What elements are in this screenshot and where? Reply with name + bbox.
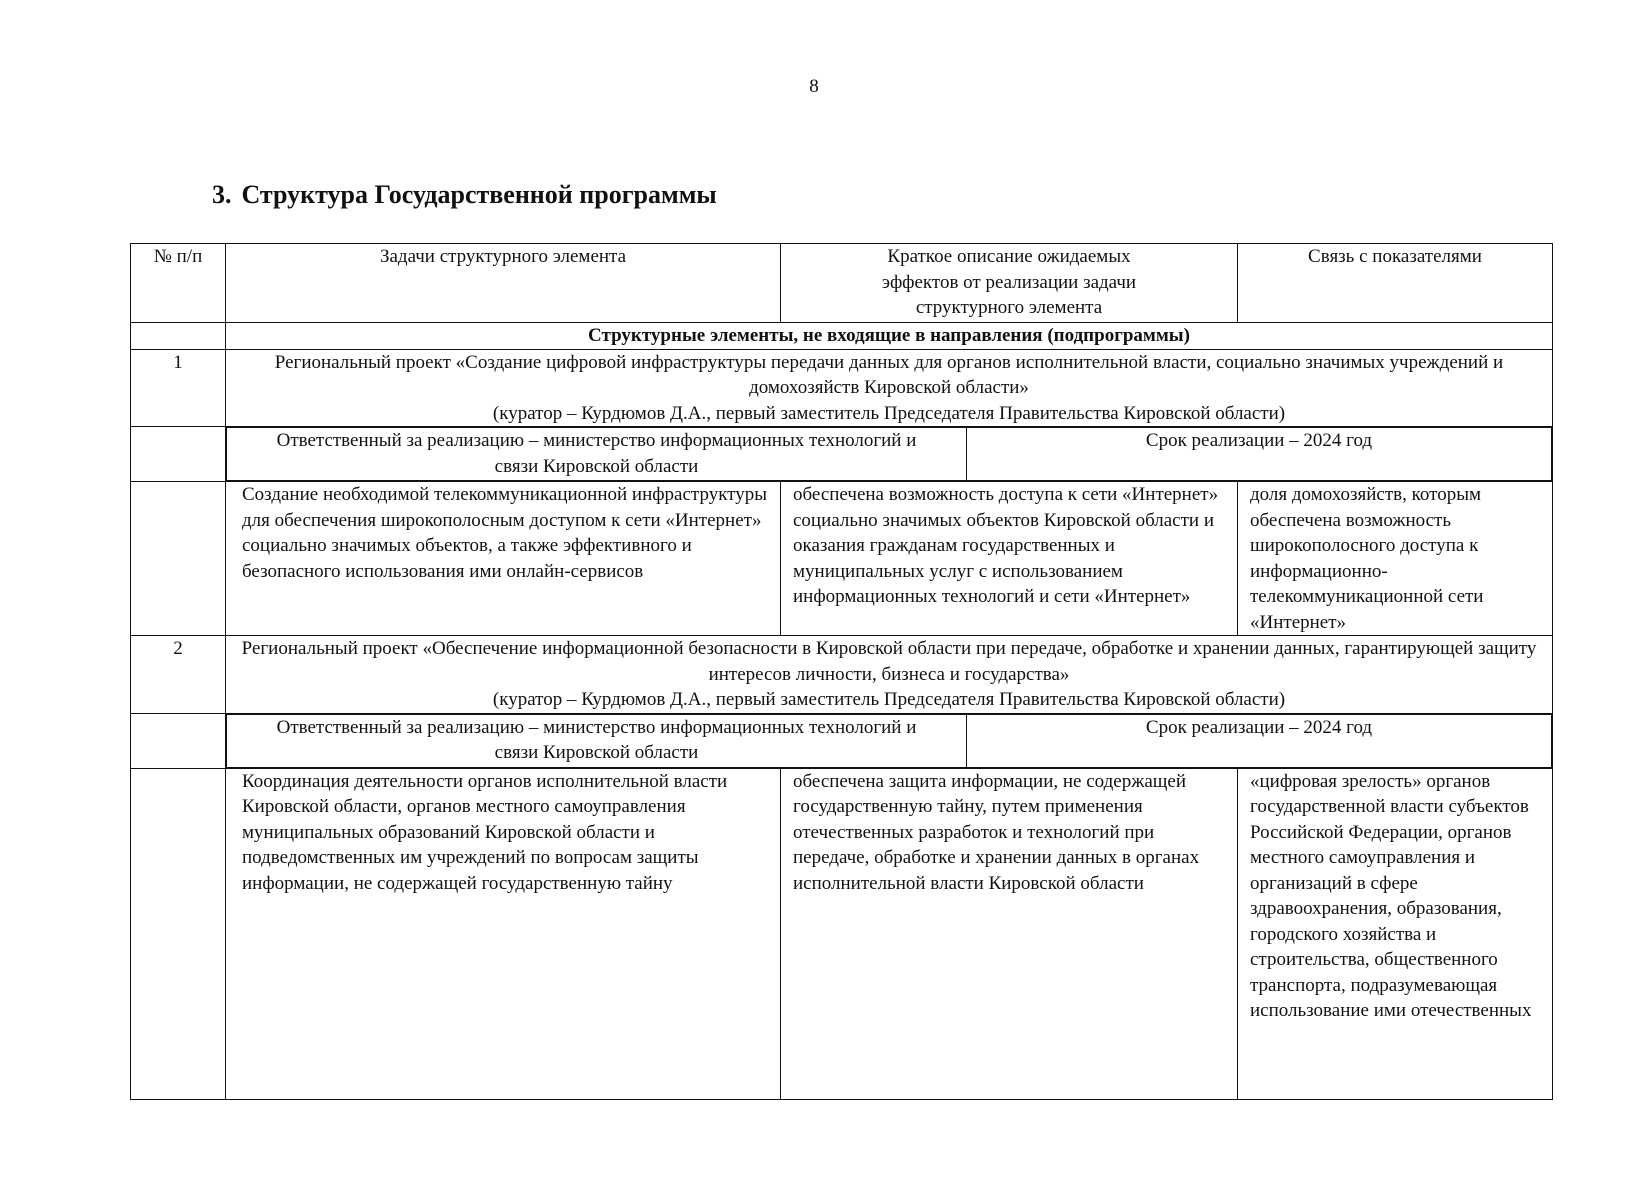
header-tasks: Задачи структурного элемента xyxy=(226,244,781,323)
task-text: Координация деятельности органов исполнительной власти Кировской области, органов местного самоуправления муниципальных образований Кировской области и подведомственных им учреждений по вопросам защиты информации, не содержащей государственную тайну xyxy=(226,768,781,1099)
task-text: Создание необходимой телекоммуникационной инфраструктуры для обеспечения широкополосным доступом к сети «Интернет» социально значимых объектов, а также эффективного и безопасного использования ими онлайн-сервисов xyxy=(226,482,781,636)
section-title: Структурные элементы, не входящие в направления (подпрограммы) xyxy=(226,323,1553,350)
task-num-cell xyxy=(131,482,226,636)
structure-table xyxy=(130,243,1553,1100)
responsible-split xyxy=(226,713,1553,768)
responsible-num-cell xyxy=(131,713,226,768)
indicator-text: «цифровая зрелость» органов государственной власти субъектов Российской Федерации, органов местного самоуправления и организаций в сфере здравоохранения, образования, городского хозяйства и строительства, общественного транспорта, подразумевающая использование ими отечественных xyxy=(1238,768,1553,1099)
responsible-text: Ответственный за реализацию – министерство информационных технологий и связи Кировской области xyxy=(227,428,967,481)
responsible-split xyxy=(226,427,1553,482)
task-row-2 xyxy=(131,768,1553,1099)
indicator-text: доля домохозяйств, которым обеспечена возможность широкополосного доступа к информационно-телекоммуникационной сети «Интернет» xyxy=(1238,482,1553,636)
responsible-text: Ответственный за реализацию – министерство информационных технологий и связи Кировской области xyxy=(227,714,967,767)
project-num: 1 xyxy=(131,349,226,427)
project-name: Региональный проект «Создание цифровой инфраструктуры передачи данных для органов исполнительной власти, социально значимых учреждений и домохозяйств Кировской области» xyxy=(274,351,1504,398)
project-title xyxy=(226,349,1553,427)
header-row xyxy=(131,244,1553,323)
section-row xyxy=(131,323,1553,350)
responsible-row-2 xyxy=(131,713,1553,768)
header-effects: Краткое описание ожидаемых эффектов от реализации задачи структурного элемента xyxy=(781,244,1238,323)
header-link: Связь с показателями xyxy=(1238,244,1553,323)
header-num: № п/п xyxy=(131,244,226,323)
project-row-2 xyxy=(131,636,1553,714)
responsible-num-cell xyxy=(131,427,226,482)
task-row-1 xyxy=(131,482,1553,636)
project-title xyxy=(226,636,1553,714)
responsible-row-1 xyxy=(131,427,1553,482)
project-curator: (куратор – Курдюмов Д.А., первый заместитель Председателя Правительства Кировской области) xyxy=(492,689,1286,710)
project-row-1 xyxy=(131,349,1553,427)
effect-text: обеспечена возможность доступа к сети «Интернет» социально значимых объектов Кировской области и оказания гражданам государственных и муниципальных услуг с использованием информационных технологий и сети «Интернет» xyxy=(781,482,1238,636)
project-curator: (куратор – Курдюмов Д.А., первый заместитель Председателя Правительства Кировской области) xyxy=(492,402,1286,424)
project-name: Региональный проект «Обеспечение информационной безопасности в Кировской области при передаче, обработке и хранении данных, гарантирующей защиту интересов личности, бизнеса и государства» xyxy=(241,638,1537,685)
task-num-cell xyxy=(131,768,226,1099)
project-num: 2 xyxy=(131,636,226,714)
heading-title: Структура Государственной программы xyxy=(241,180,717,209)
section-heading xyxy=(212,180,717,210)
term-text: Срок реализации – 2024 год xyxy=(967,428,1552,481)
term-text: Срок реализации – 2024 год xyxy=(967,714,1552,767)
heading-number: 3. xyxy=(212,180,232,209)
effect-text: обеспечена защита информации, не содержащей государственную тайну, путем применения отечественных разработок и технологий при передаче, обработке и хранении данных в органах исполнительной власти Кировской области xyxy=(781,768,1238,1099)
section-num-cell xyxy=(131,323,226,350)
page-number: 8 xyxy=(809,76,819,97)
